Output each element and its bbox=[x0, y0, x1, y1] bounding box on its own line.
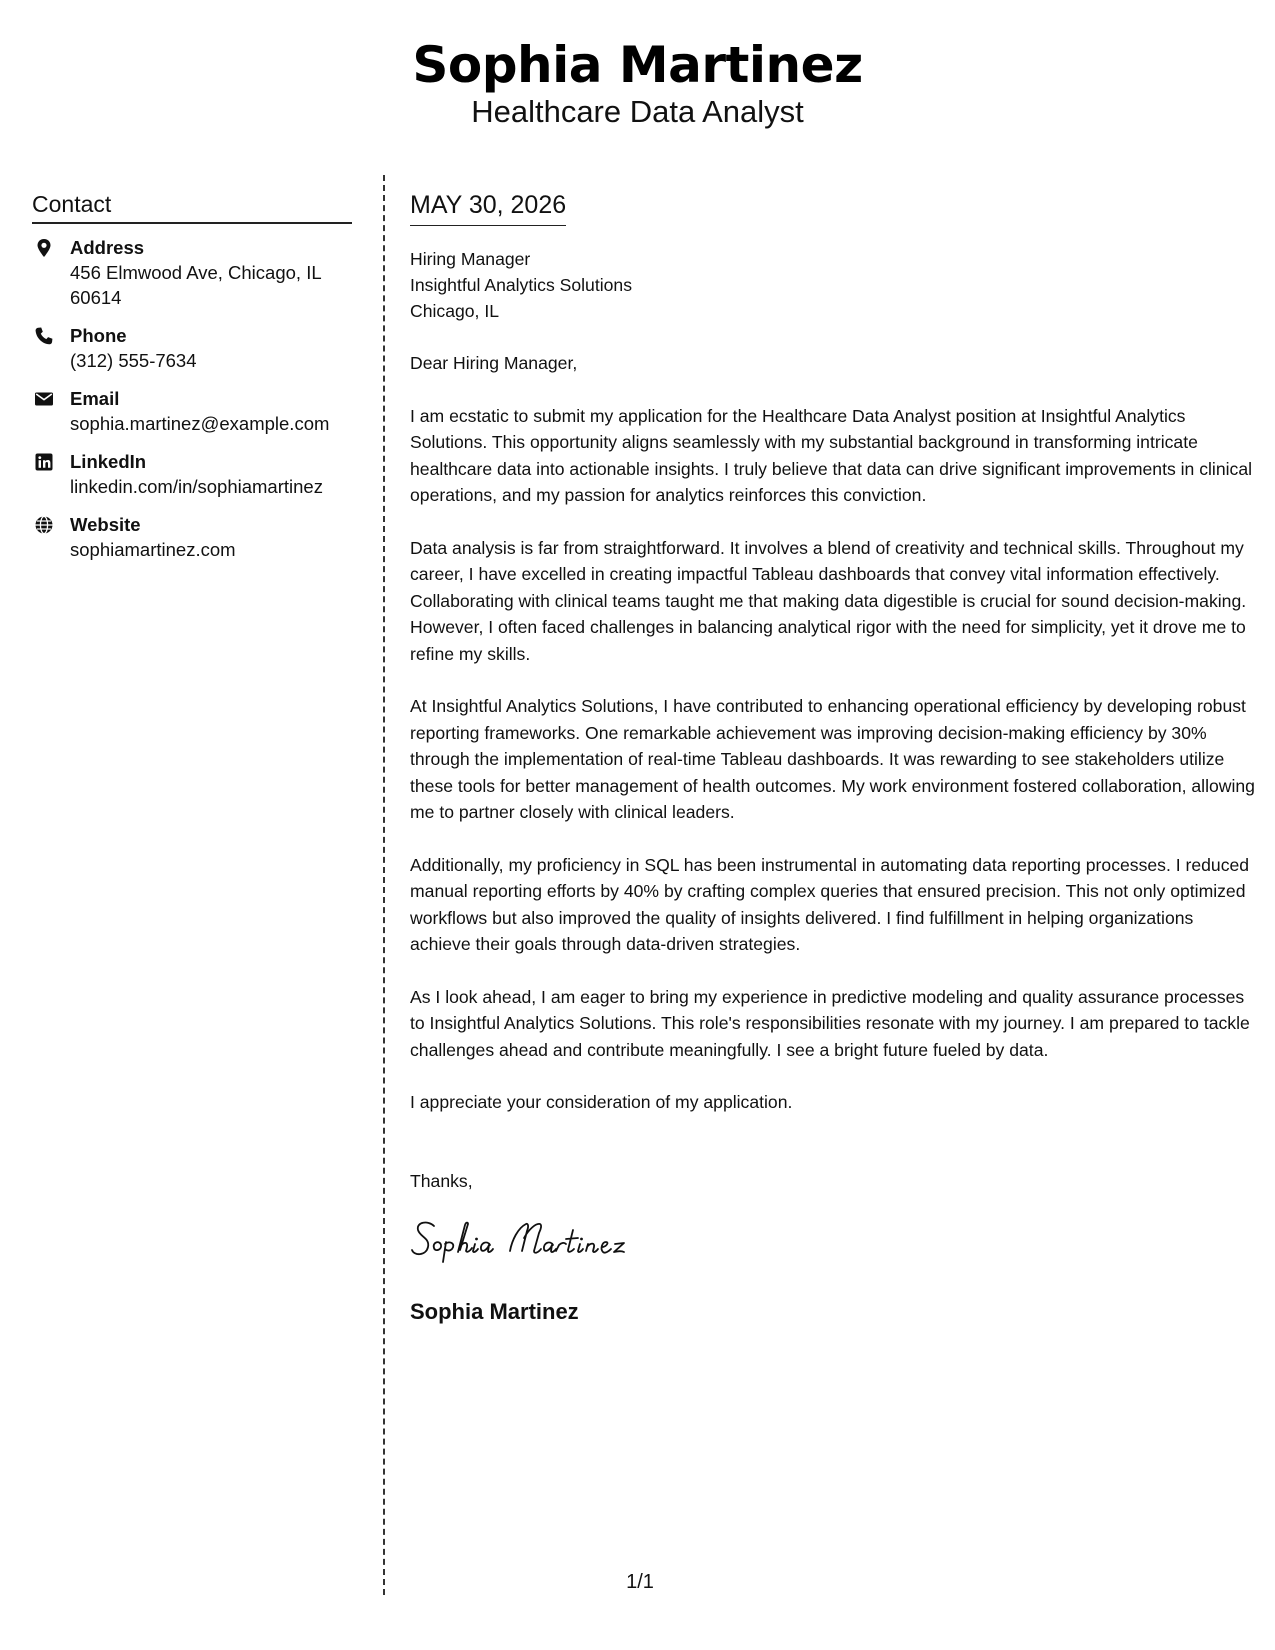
contact-item-address bbox=[32, 236, 352, 310]
map-pin-icon bbox=[34, 238, 54, 258]
applicant-name: Sophia Martinez bbox=[412, 36, 863, 94]
contact-item-website bbox=[32, 513, 352, 562]
recipient-block bbox=[410, 246, 1255, 324]
linkedin-label: LinkedIn bbox=[70, 451, 147, 472]
handwritten-signature bbox=[410, 1214, 690, 1266]
contact-heading: Contact bbox=[32, 190, 352, 224]
address-label: Address bbox=[70, 237, 145, 258]
linkedin-value: linkedin.com/in/sophiamartinez bbox=[70, 476, 323, 497]
body-paragraph: I am ecstatic to submit my application for the Healthcare Data Analyst position at Insightful Analytics Solutions. This opportunity aligns seamlessly with my substantial background in transforming intricate healthcare data into actionable insights. I truly believe that data can drive significant improvements in clinical operations, and my passion for analytics reinforces this conviction. bbox=[410, 405, 1253, 505]
letter-body bbox=[410, 190, 1255, 1326]
page-number: 1/1 bbox=[626, 1571, 654, 1593]
phone-value: (312) 555-7634 bbox=[70, 350, 197, 371]
contact-item-linkedin bbox=[32, 450, 352, 499]
job-title: Healthcare Data Analyst bbox=[471, 94, 804, 129]
body-paragraph: Data analysis is far from straightforward. It involves a blend of creativity and technical skills. Throughout my career, I have excelled in creating impactful Tableau dashboards that convey vital information effectively. Collaborating with clinical teams taught me that making data digestible is crucial for sound decision-making. However, I often faced challenges in balancing analytical rigor with the need for simplicity, yet it drove me to refine my skills. bbox=[410, 537, 1247, 664]
recipient-line: Insightful Analytics Solutions bbox=[410, 275, 633, 295]
letter-header bbox=[0, 34, 1275, 130]
email-value: sophia.martinez@example.com bbox=[70, 413, 330, 434]
website-value: sophiamartinez.com bbox=[70, 539, 236, 560]
phone-icon bbox=[34, 326, 54, 346]
contact-item-email bbox=[32, 387, 352, 436]
column-divider bbox=[383, 175, 385, 1595]
email-label: Email bbox=[70, 388, 120, 409]
recipient-line: Hiring Manager bbox=[410, 249, 531, 269]
contact-sidebar bbox=[32, 190, 352, 576]
linkedin-icon bbox=[34, 452, 54, 472]
body-paragraph: Additionally, my proficiency in SQL has been instrumental in automating data reporting processes. I reduced manual reporting efforts by 40% by crafting complex queries that ensured precision. This not only optimized workflows but also improved the quality of insights delivered. I find fulfillment in helping organizations achieve their goals through data-driven strategies. bbox=[410, 854, 1250, 954]
closing-statement: I appreciate your consideration of my application. bbox=[410, 1092, 793, 1112]
envelope-icon bbox=[34, 389, 54, 409]
letter-date: MAY 30, 2026 bbox=[410, 190, 566, 226]
website-label: Website bbox=[70, 514, 141, 535]
salutation: Dear Hiring Manager, bbox=[410, 353, 578, 373]
phone-label: Phone bbox=[70, 325, 127, 346]
signoff: Thanks, bbox=[410, 1170, 473, 1191]
body-paragraph: At Insightful Analytics Solutions, I have contributed to enhancing operational efficiency by developing robust reporting frameworks. One remarkable achievement was improving decision-making efficiency by 30% through the implementation of real-time Tableau dashboards. It was rewarding to see stakeholders utilize these tools for better management of health outcomes. My work environment fostered collaboration, allowing me to partner closely with clinical leaders. bbox=[410, 696, 1255, 822]
address-value: 456 Elmwood Ave, Chicago, IL 60614 bbox=[70, 262, 321, 308]
recipient-line: Chicago, IL bbox=[410, 301, 499, 321]
globe-icon bbox=[34, 515, 54, 535]
signer-name: Sophia Martinez bbox=[410, 1298, 579, 1324]
contact-item-phone bbox=[32, 324, 352, 373]
body-paragraph: As I look ahead, I am eager to bring my experience in predictive modeling and quality assurance processes to Insightful Analytics Solutions. This role's responsibilities resonate with my journey. I am prepared to tackle challenges ahead and contribute meaningfully. I see a bright future fueled by data. bbox=[410, 986, 1250, 1060]
